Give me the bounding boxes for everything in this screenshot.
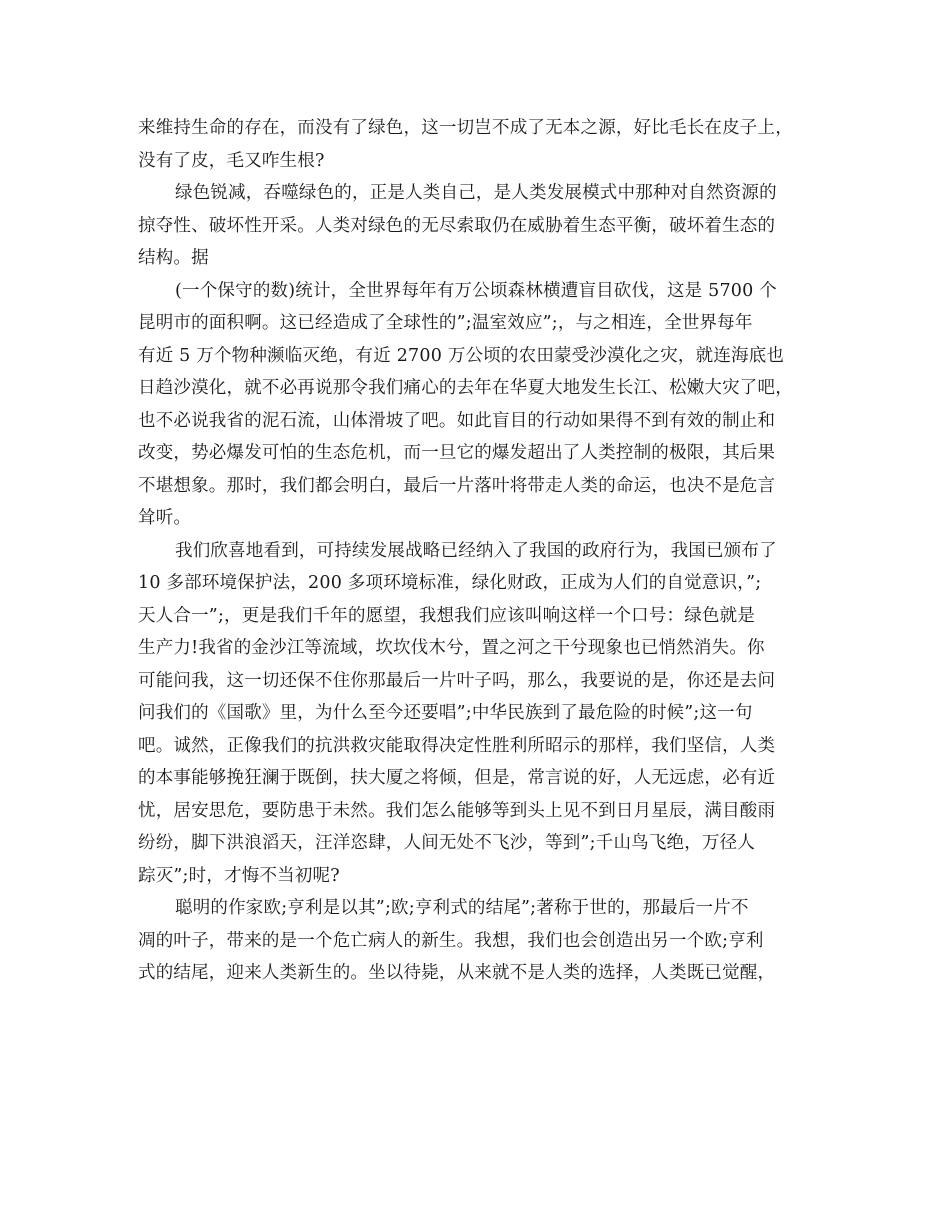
text-line: 耸听。 (138, 508, 192, 528)
text-line: 生产力!我省的金沙江等流域，坎坎伐木兮，置之河之干兮现象也已悄然消失。你 (138, 638, 765, 658)
document-page (138, 112, 818, 990)
paragraph (138, 892, 818, 990)
text-line: 来维持生命的存在，而没有了绿色，这一切岂不成了无本之源，好比毛长在皮子上， (138, 118, 793, 138)
text-line: 我们欣喜地看到，可持续发展战略已经纳入了我国的政府行为，我国已颁布了 (175, 540, 777, 561)
text-line: 有近 5 万个物种濒临灭绝，有近 2700 万公顷的农田蒙受沙漠化之灾，就连海底也 (138, 345, 785, 366)
paragraph (138, 112, 818, 177)
text-line: 纷纷，脚下洪浪滔天，汪洋恣肆，人间无处不飞沙，等到”;千山鸟飞绝，万径人 (138, 833, 756, 853)
text-line: 聪明的作家欧;亨利是以其”;欧;亨利式的结尾”;著称于世的，那最后一片不 (175, 898, 749, 918)
text-line: 的本事能够挽狂澜于既倒，扶大厦之将倾，但是，常言说的好，人无远虑，必有近 (138, 768, 776, 788)
text-line: 日趋沙漠化，就不必再说那令我们痛心的去年在华夏大地发生长江、松嫩大灾了吧， (138, 378, 793, 398)
text-line: 可能问我，这一切还保不住你那最后一片叶子吗，那么，我要说的是，你还是去问 (138, 670, 776, 691)
paragraph (138, 177, 818, 275)
text-line: 昆明市的面积啊。这已经造成了全球性的”;温室效应”;，与之相连，全世界每年 (138, 313, 753, 333)
text-line: 也不必说我省的泥石流，山体滑坡了吧。如此盲目的行动如果得不到有效的制止和 (138, 410, 776, 431)
paragraph (138, 535, 818, 893)
text-line: 天人合一”;，更是我们千年的愿望，我想我们应该叫响这样一个口号：绿色就是 (138, 605, 756, 626)
text-line: 改变，势必爆发可怕的生态危机，而一旦它的爆发超出了人类控制的极限，其后果 (138, 443, 776, 463)
text-line: 没有了皮，毛又咋生根? (138, 150, 325, 171)
text-line: 10 多部环境保护法，200 多项环境标准，绿化财政，正成为人们的自觉意识，”; (138, 573, 762, 593)
text-line: 结构。据 (138, 248, 209, 268)
text-line: 忧，居安思危，要防患于未然。我们怎么能够等到头上见不到日月星辰，满目酸雨 (138, 800, 776, 821)
text-line: 问我们的《国歌》里，为什么至今还要唱”;中华民族到了最危险的时候”;这一句 (138, 703, 753, 723)
text-line: 不堪想象。那时，我们都会明白，最后一片落叶将带走人类的命运，也决不是危言 (138, 475, 776, 496)
text-line: 掠夺性、破坏性开采。人类对绿色的无尽索取仍在威胁着生态平衡，破坏着生态的 (138, 215, 776, 236)
text-line: 绿色锐减，吞噬绿色的，正是人类自己，是人类发展模式中那种对自然资源的 (175, 183, 777, 203)
paragraph (138, 275, 818, 535)
text-line: (一个保守的数)统计，全世界每年有万公顷森林横遭盲目砍伐，这是 5700 个 (175, 280, 777, 301)
text-line: 踪灭”;时，才悔不当初呢? (138, 865, 340, 886)
text-line: 吧。诚然，正像我们的抗洪救灾能取得决定性胜利所昭示的那样，我们坚信，人类 (138, 735, 776, 756)
text-line: 凋的叶子，带来的是一个危亡病人的新生。我想，我们也会创造出另一个欧;亨利 (138, 930, 764, 951)
text-line: 式的结尾，迎来人类新生的。坐以待毙，从来就不是人类的选择，人类既已觉醒， (138, 963, 776, 983)
